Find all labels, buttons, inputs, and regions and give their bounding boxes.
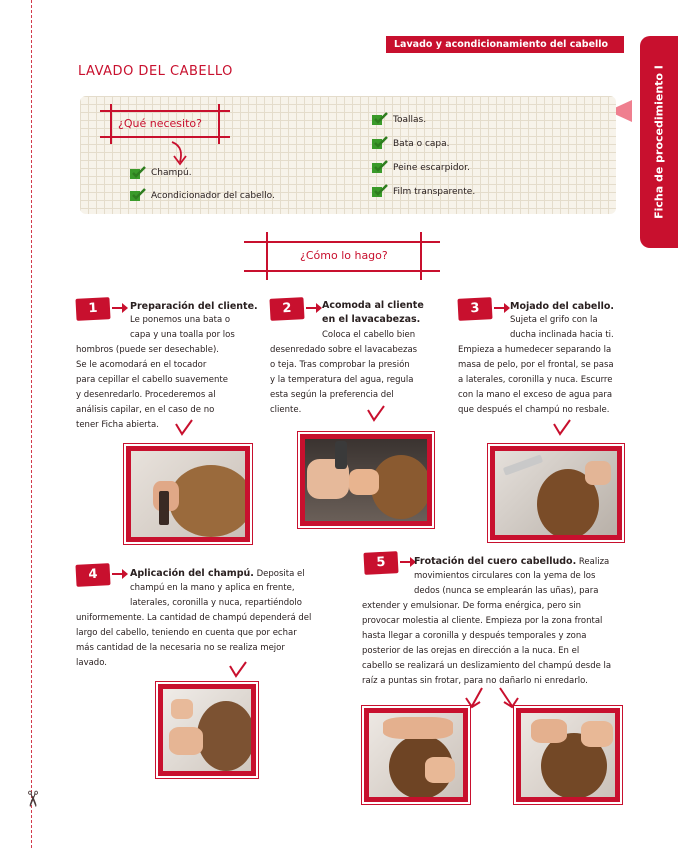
step-arrow-icon <box>306 307 320 309</box>
step-body-line: raíz a puntas sin frotar, para no dañarlo ni enredarlo. <box>362 676 588 686</box>
check-icon <box>372 112 388 125</box>
side-tab-label: Ficha de procedimiento I <box>652 65 666 219</box>
step-body-line: que después el champú no resbale. <box>458 405 610 415</box>
step-body-line: o teja. Tras comprobar la presión <box>270 360 410 370</box>
arrow-icon <box>550 418 574 440</box>
step-photo-2 <box>300 434 432 526</box>
step-body-line: con la mano el exceso de agua para <box>458 390 613 400</box>
step-body-line: cliente. <box>270 405 302 415</box>
arrow-icon <box>364 404 388 426</box>
step-body-line: capa y una toalla por los <box>130 330 235 340</box>
step-number-badge: 1 <box>75 297 110 321</box>
step-body-line: extender y emulsionar. De forma enérgica, pero sin <box>362 601 582 611</box>
list-item: Champú. <box>151 168 192 178</box>
step-body-line: más cantidad de la necesaria no se realiza mejor <box>76 643 285 653</box>
arrow-icon <box>172 418 196 440</box>
step-body-line: masa de pelo, por el frontal, se pasa <box>458 360 614 370</box>
step-body-line: provocar molestia al cliente. Empieza por la zona frontal <box>362 616 603 626</box>
step-body-line <box>130 566 305 582</box>
step-number-badge: 3 <box>457 297 492 321</box>
scissors-icon: ✂ <box>19 789 45 809</box>
how-label: ¿Cómo lo hago? <box>300 249 388 262</box>
need-label: ¿Qué necesito? <box>118 117 202 130</box>
step-body-line: Empieza a humedecer separando la <box>458 345 612 355</box>
step-body-line: laterales, coronilla y nuca, repartiéndolo <box>130 598 302 608</box>
step-body-line: Le ponemos una bata o <box>130 315 231 325</box>
step-body-line: y desenredarlo. Procederemos al <box>76 390 216 400</box>
list-item: Acondicionador del cabello. <box>151 191 275 201</box>
step-body-line: y la temperatura del agua, regula <box>270 375 414 385</box>
need-arrow-icon <box>168 140 198 168</box>
step-title: Mojado del cabello. <box>510 301 615 312</box>
step-number-badge: 2 <box>269 297 304 321</box>
step-body-line: Sujeta el grifo con la <box>510 315 598 325</box>
arrow-icon <box>226 660 250 682</box>
check-icon <box>130 166 146 179</box>
step-title: Preparación del cliente. <box>130 301 258 312</box>
step-number-badge: 4 <box>75 563 110 587</box>
check-icon <box>372 184 388 197</box>
step-body-line: cabello se realizará un deslizamiento del champú desde la <box>362 661 612 671</box>
step-title: en el lavacabezas. <box>322 314 421 325</box>
step-body-line: posterior de las orejas en dirección a la nuca. En el <box>362 646 580 656</box>
step-body-line: Se le acomodará en el tocador <box>76 360 207 370</box>
arrow-icon <box>464 686 492 712</box>
check-icon <box>130 188 146 201</box>
step-body-text: Deposita el <box>256 569 305 579</box>
step-photo-1 <box>126 446 250 542</box>
step-photo-4 <box>158 684 256 776</box>
step-arrow-icon <box>400 561 414 563</box>
step-body-line: ducha inclinada hacia ti. <box>510 330 614 340</box>
cut-line <box>31 0 32 848</box>
step-number-badge: 5 <box>363 551 398 575</box>
list-item: Toallas. <box>393 115 427 125</box>
list-item: Film transparente. <box>393 187 476 197</box>
step-body-text: Realiza <box>578 557 610 567</box>
step-body-line: tener Ficha abierta. <box>76 420 159 430</box>
step-photo-3 <box>490 446 622 540</box>
step-title: Aplicación del champú. <box>130 568 254 579</box>
step-body-line: a laterales, coronilla y nuca. Escurre <box>458 375 613 385</box>
step-body-line: esta según la preferencia del <box>270 390 394 400</box>
step-arrow-icon <box>112 307 126 309</box>
step-body-line: análisis capilar, en el caso de no <box>76 405 215 415</box>
step-arrow-icon <box>494 307 508 309</box>
step-body-line: largo del cabello, teniendo en cuenta que por echar <box>76 628 297 638</box>
step-arrow-icon <box>112 573 126 575</box>
check-icon <box>372 160 388 173</box>
step-body-line: champú en la mano y aplica en frente, <box>130 583 295 593</box>
step-body-line: uniformemente. La cantidad de champú dependerá del <box>76 613 312 623</box>
step-body-line: para cepillar el cabello suavemente <box>76 375 228 385</box>
step-body-line <box>414 554 609 570</box>
step-body-line: desenredado sobre el lavacabezas <box>270 345 418 355</box>
step-body-line: lavado. <box>76 658 107 668</box>
step-body-line: Coloca el cabello bien <box>322 330 416 340</box>
list-item: Bata o capa. <box>393 139 450 149</box>
section-title: LAVADO DEL CABELLO <box>78 64 233 79</box>
list-item: Peine escarpidor. <box>393 163 470 173</box>
step-photo-5a <box>364 708 468 802</box>
step-title: Frotación del cuero cabelludo. <box>414 556 577 567</box>
page-header: Lavado y acondicionamiento del cabello <box>386 36 624 53</box>
step-photo-5b <box>516 708 620 802</box>
step-title: Acomoda al cliente <box>322 300 424 311</box>
step-body-line: dedos (nunca se emplearán las uñas), para <box>414 586 599 596</box>
step-body-line: hombros (puede ser desechable). <box>76 345 219 355</box>
step-body-line: movimientos circulares con la yema de los <box>414 571 596 581</box>
check-icon <box>372 136 388 149</box>
step-body-line: hasta llegar a coronilla y después temporales y zona <box>362 631 587 641</box>
